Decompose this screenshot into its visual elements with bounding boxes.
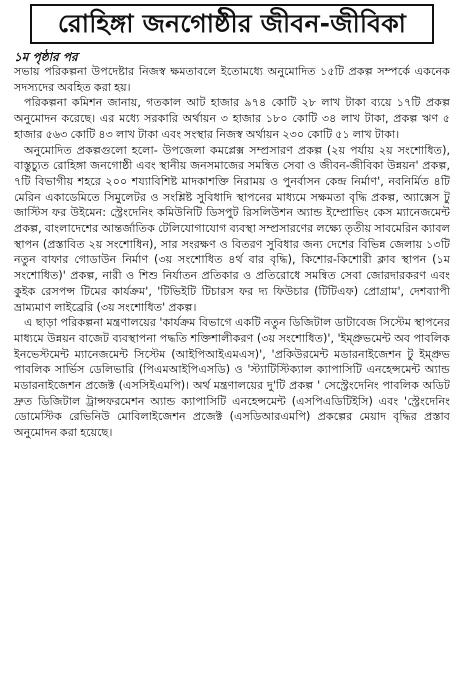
continued-from-page-label: ১ম পৃষ্ঠার পর [14, 50, 78, 64]
paragraph-meeting-briefing: সভায় পরিকল্পনা উপদেষ্টার নিজস্ব ক্ষমতাবলে ইতোমধ্যে অনুমোদিত ১৫টি প্রকল্প সম্পর্কে একনেক সদস্যদের অবহিত করা হয়। [14, 65, 450, 94]
paragraph-ministry-projects: এ ছাড়া পরিকল্পনা মন্ত্রণালয়ের 'কার্যক্রম বিভাগে একটি নতুন ডিজিটাল ডাটাবেজ সিস্টেম স্থাপনের মাধ্যমে উন্নয়ন বাজেট ব্যবস্থাপনা পদ্ধতি শক্তিশালীকরণ (৩য় সংশোধিত)', 'ইম্প্রুভমেন্ট অব পাবলিক ইনভেস্টমেন্ট ম্যানেজমেন্ট সিস্টেম (আইপিআইএমএস)', 'প্রকিউরমেন্ট মডারনাইজেশন টু ইম্প্রুভ পাবলিক সার্ভিস ডেলিভারি (পিএমআইপিএসডি) ও 'স্ট্যাটিস্টিক্যাল ক্যাপাসিটি এনহেন্সমেন্ট অ্যান্ড মডারনাইজেশন প্রজেক্ট (এসসিইএমপি)। অর্থ মন্ত্রণালয়ের দু'টি প্রকল্প ' সেস্ট্রেংদেনিং পাবলিক অডিট দ্রুত ডিজিটাল ট্রান্সফরমেশন অ্যান্ড ক্যাপাসিটি এনহেন্সমেন্ট (এসপিএডিটিইসি) এবং 'স্ট্রেংদেনিং ডোমেস্টিক রেভিনিউ মোবিলাইজেশন প্রজেক্ট (এসডিআরএমপি) প্রকল্পের মেয়াদ বৃদ্ধির প্রস্তাব অনুমোদন করা হয়েছে। [14, 316, 450, 440]
paragraph-approved-projects: অনুমোদিত প্রকল্পগুলো হলো- উপজেলা কমপ্লেক্স সম্প্রসারণ প্রকল্প (২য় পর্যায় ২য় সংশোধিত), বাস্তুচ্যুত রোহিঙ্গা জনগোষ্ঠী এবং স্থানীয় জনসমাজের সমন্বিত সেবা ও জীবন-জীবিকা উন্নয়ন' প্রকল্প, ৭টি বিভাগীয় শহরে ২০০ শয্যাবিশিষ্ট মাদকাশক্তি নিরাময় ও পুনর্বাসন কেন্দ্র নির্মাণ', নবনির্মিত ৪টি মেরিন একাডেমিতে সিমুলেটর ও সংশ্লিষ্ট সুবিধাদি স্থাপনের মাধ্যমে সক্ষমতা বৃদ্ধি প্রকল্প, অ্যাক্সেস টু জাস্টিস ফর উইমেন: স্ট্রেংদেনিং কমিউনিটি ডিসপুট রিসলিউশন অ্যান্ড ইম্প্রোভিং কেস ম্যানেজমেন্ট প্রকল্প, বাংলাদেশের আন্তর্জাতিক টেলিযোগাযোগ ব্যবস্থা সম্প্রসারণের লক্ষ্যে তৃতীয় সাবমেরিন ক্যাবল স্থাপন (প্রস্তাবিত ২য় সংশোধিন), সার সংরক্ষণ ও বিতরণ সুবিধার জন্য দেশের বিভিন্ন জেলায় ১৩টি নতুন বাফার গোডাউন নির্মাণ (৩য় সংশোধিত ৪র্থ বার বৃদ্ধি), কিশোর-কিশোরী ক্লাব স্থাপন (১ম সংশোধিত)' প্রকল্প, নারী ও শিশু নির্যাতন প্রতিকার ও প্রতিরোধে সমন্বিত সেবা জোরদারকরণ এবং কুইক রেসপন্স টিমের কার্যক্রম', 'টিভিইটি টিচারস ফর দ্য ফিউচার (টিটিএফ) প্রোগ্রাম', দেশব্যাপী ভ্রাম্যমাণ লাইব্রেরি (৩য় সংশোধিত' প্রকল্প। [14, 143, 450, 314]
article-body [14, 64, 450, 441]
headline-box [30, 4, 434, 44]
paragraph-funding-summary: পরিকল্পনা কমিশন জানায়, গতকাল আট হাজার ৯৭৪ কোটি ২৮ লাখ টাকা ব্যয়ে ১৭টি প্রকল্প অনুমোদন করেছে। এর মধ্যে সরকারি অর্থায়ন ৩ হাজার ১৮০ কোটি ৩৪ লাখ টাকা, প্রকল্প ঋণ ৫ হাজার ৫৬৩ কোটি ৪৩ লাখ টাকা এবং সংস্থার নিজস্ব অর্থায়ন ২৩০ কোটি ৫১ লাখ টাকা। [14, 96, 450, 141]
article-headline: রোহিঙ্গা জনগোষ্ঠীর জীবন-জীবিকা [57, 9, 407, 38]
